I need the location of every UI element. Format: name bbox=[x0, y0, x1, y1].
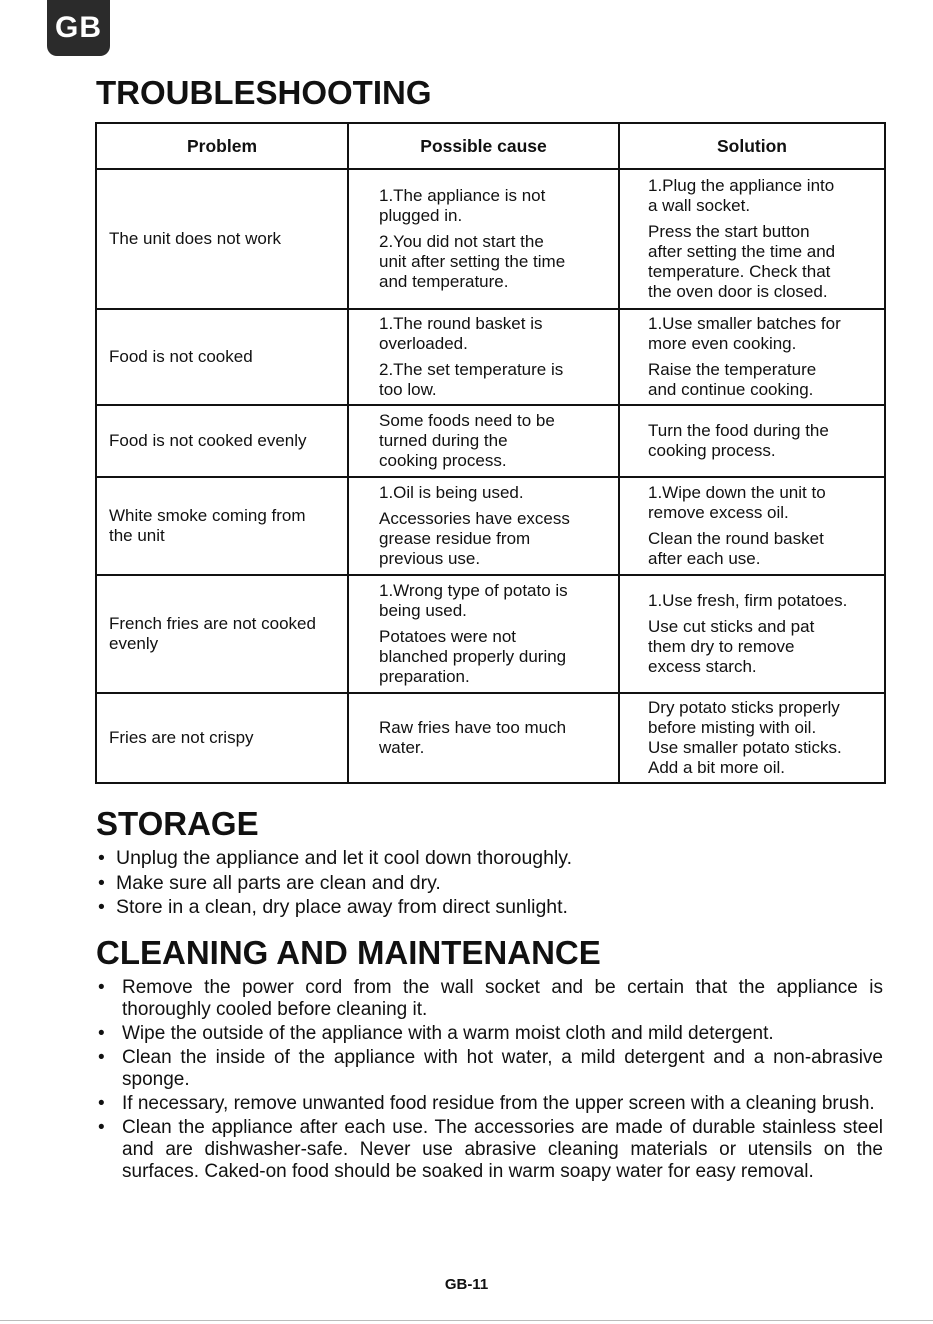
problem-text: evenly bbox=[109, 634, 159, 653]
solution-text: 1.Plug the appliance into bbox=[648, 176, 835, 195]
solution-text: after each use. bbox=[648, 549, 761, 568]
bullet-text: Clean the appliance after each use. The accessories are made of durable stainless steel and are dishwasher-safe. Never use abrasive cleaning materials or utensils on the surfaces. Caked-on food should be soaked in warm soapy water for easy removal. bbox=[122, 1117, 883, 1182]
cause-cell bbox=[348, 309, 619, 405]
solution-cell bbox=[619, 477, 885, 575]
problem-cell bbox=[96, 693, 348, 783]
bullet-text: Unplug the appliance and let it cool down thoroughly. bbox=[116, 847, 573, 869]
cause-text: preparation. bbox=[379, 667, 470, 686]
cause-text: Raw fries have too much bbox=[379, 718, 567, 737]
solution-text: Add a bit more oil. bbox=[648, 758, 786, 777]
bullet-text: Remove the power cord from the wall socket and be certain that the appliance is thoroughly cooled before cleaning it. bbox=[122, 977, 883, 1020]
solution-cell bbox=[619, 405, 885, 477]
solution-text: Press the start button bbox=[648, 222, 810, 241]
problem-cell bbox=[96, 309, 348, 405]
solution-text: temperature. Check that bbox=[648, 262, 831, 281]
cause-text: 2.You did not start the bbox=[379, 232, 544, 251]
cause-text: water. bbox=[379, 738, 425, 757]
bullet-item bbox=[96, 1117, 883, 1183]
problem-cell bbox=[96, 575, 348, 693]
bullet-text: Wipe the outside of the appliance with a warm moist cloth and mild detergent. bbox=[122, 1023, 774, 1044]
cause-cell bbox=[348, 405, 619, 477]
table-row bbox=[96, 309, 885, 405]
cause-text: being used. bbox=[379, 601, 467, 620]
column-header-problem: Problem bbox=[96, 123, 348, 169]
bullet-item bbox=[96, 846, 883, 871]
column-header-cause: Possible cause bbox=[348, 123, 619, 169]
cause-cell bbox=[348, 169, 619, 309]
bullet-dot-icon: • bbox=[98, 847, 105, 869]
bullet-item bbox=[96, 1047, 883, 1091]
cause-text: overloaded. bbox=[379, 334, 468, 353]
bullet-dot-icon: • bbox=[98, 977, 105, 998]
cause-text: 1.Oil is being used. bbox=[379, 483, 524, 502]
problem-text: Food is not cooked bbox=[109, 347, 253, 366]
language-tab: GB bbox=[47, 0, 110, 56]
cause-text: turned during the bbox=[379, 431, 508, 450]
cause-text: 1.The appliance is not bbox=[379, 186, 546, 205]
problem-cell bbox=[96, 169, 348, 309]
bullet-dot-icon: • bbox=[98, 1093, 105, 1114]
cleaning-heading: CLEANING AND MAINTENANCE bbox=[96, 934, 601, 971]
cleaning-list bbox=[96, 977, 883, 1185]
bullet-text: If necessary, remove unwanted food residue from the upper screen with a cleaning brush. bbox=[122, 1093, 875, 1114]
bullet-dot-icon: • bbox=[98, 871, 105, 894]
page-number: GB-11 bbox=[444, 1276, 489, 1293]
cause-text: grease residue from bbox=[379, 529, 531, 548]
storage-heading: STORAGE bbox=[96, 805, 259, 842]
table-row bbox=[96, 477, 885, 575]
solution-text: Dry potato sticks properly bbox=[648, 698, 840, 717]
solution-text: them dry to remove bbox=[648, 637, 795, 656]
cause-text: blanched properly during bbox=[379, 647, 567, 666]
solution-text: 1.Use fresh, firm potatoes. bbox=[648, 591, 848, 610]
problem-text: the unit bbox=[109, 526, 165, 545]
cause-text: cooking process. bbox=[379, 451, 507, 470]
solution-text: after setting the time and bbox=[648, 242, 836, 261]
solution-text: before misting with oil. bbox=[648, 718, 817, 737]
cause-cell bbox=[348, 575, 619, 693]
solution-text: Turn the food during the bbox=[648, 421, 829, 440]
bullet-dot-icon: • bbox=[98, 1023, 105, 1044]
troubleshooting-heading: TROUBLESHOOTING bbox=[96, 74, 432, 111]
bullet-dot-icon: • bbox=[98, 896, 105, 918]
table-row bbox=[96, 693, 885, 783]
problem-cell bbox=[96, 405, 348, 477]
bullet-item bbox=[96, 871, 883, 896]
solution-text: more even cooking. bbox=[648, 334, 797, 353]
column-header-solution: Solution bbox=[619, 123, 885, 169]
page-bottom-rule bbox=[0, 1320, 933, 1321]
troubleshooting-table bbox=[95, 122, 886, 784]
cause-text: 1.The round basket is bbox=[379, 314, 543, 333]
problem-text: Fries are not crispy bbox=[109, 728, 254, 747]
bullet-item bbox=[96, 895, 883, 920]
cause-text: 2.The set temperature is bbox=[379, 360, 564, 379]
table-header-row bbox=[96, 123, 885, 169]
bullet-dot-icon: • bbox=[98, 1117, 105, 1138]
cause-text: plugged in. bbox=[379, 206, 463, 225]
bullet-text: Clean the inside of the appliance with hot water, a mild detergent and a non-abrasive sponge. bbox=[122, 1047, 883, 1090]
table-row bbox=[96, 575, 885, 693]
solution-text: 1.Wipe down the unit to bbox=[648, 483, 826, 502]
solution-text: the oven door is closed. bbox=[648, 282, 828, 301]
problem-text: White smoke coming from bbox=[109, 506, 306, 525]
bullet-item bbox=[96, 977, 883, 1021]
cause-text: Some foods need to be bbox=[379, 411, 555, 430]
solution-text: 1.Use smaller batches for bbox=[648, 314, 841, 333]
solution-cell bbox=[619, 693, 885, 783]
solution-cell bbox=[619, 309, 885, 405]
solution-text: excess starch. bbox=[648, 657, 757, 676]
bullet-dot-icon: • bbox=[98, 1047, 105, 1068]
cause-text: Potatoes were not bbox=[379, 627, 517, 646]
table-row bbox=[96, 405, 885, 477]
bullet-text: Store in a clean, dry place away from direct sunlight. bbox=[116, 896, 568, 918]
bullet-item bbox=[96, 1093, 883, 1115]
bullet-item bbox=[96, 1023, 883, 1045]
solution-text: a wall socket. bbox=[648, 196, 751, 215]
table-row bbox=[96, 169, 885, 309]
problem-text: French fries are not cooked bbox=[109, 614, 316, 633]
cause-cell bbox=[348, 693, 619, 783]
solution-text: Use cut sticks and pat bbox=[648, 617, 815, 636]
problem-cell bbox=[96, 477, 348, 575]
cause-text: 1.Wrong type of potato is bbox=[379, 581, 568, 600]
solution-text: and continue cooking. bbox=[648, 380, 814, 399]
problem-text: Food is not cooked evenly bbox=[109, 431, 307, 450]
cause-text: Accessories have excess bbox=[379, 509, 570, 528]
solution-text: remove excess oil. bbox=[648, 503, 789, 522]
bullet-text: Make sure all parts are clean and dry. bbox=[116, 871, 441, 894]
solution-cell bbox=[619, 575, 885, 693]
cause-text: too low. bbox=[379, 380, 437, 399]
solution-cell bbox=[619, 169, 885, 309]
solution-text: cooking process. bbox=[648, 441, 776, 460]
solution-text: Use smaller potato sticks. bbox=[648, 738, 842, 757]
solution-text: Raise the temperature bbox=[648, 360, 817, 379]
solution-text: Clean the round basket bbox=[648, 529, 824, 548]
problem-text: The unit does not work bbox=[109, 229, 281, 248]
cause-cell bbox=[348, 477, 619, 575]
cause-text: and temperature. bbox=[379, 272, 509, 291]
cause-text: unit after setting the time bbox=[379, 252, 566, 271]
cause-text: previous use. bbox=[379, 549, 481, 568]
storage-list bbox=[96, 846, 883, 920]
